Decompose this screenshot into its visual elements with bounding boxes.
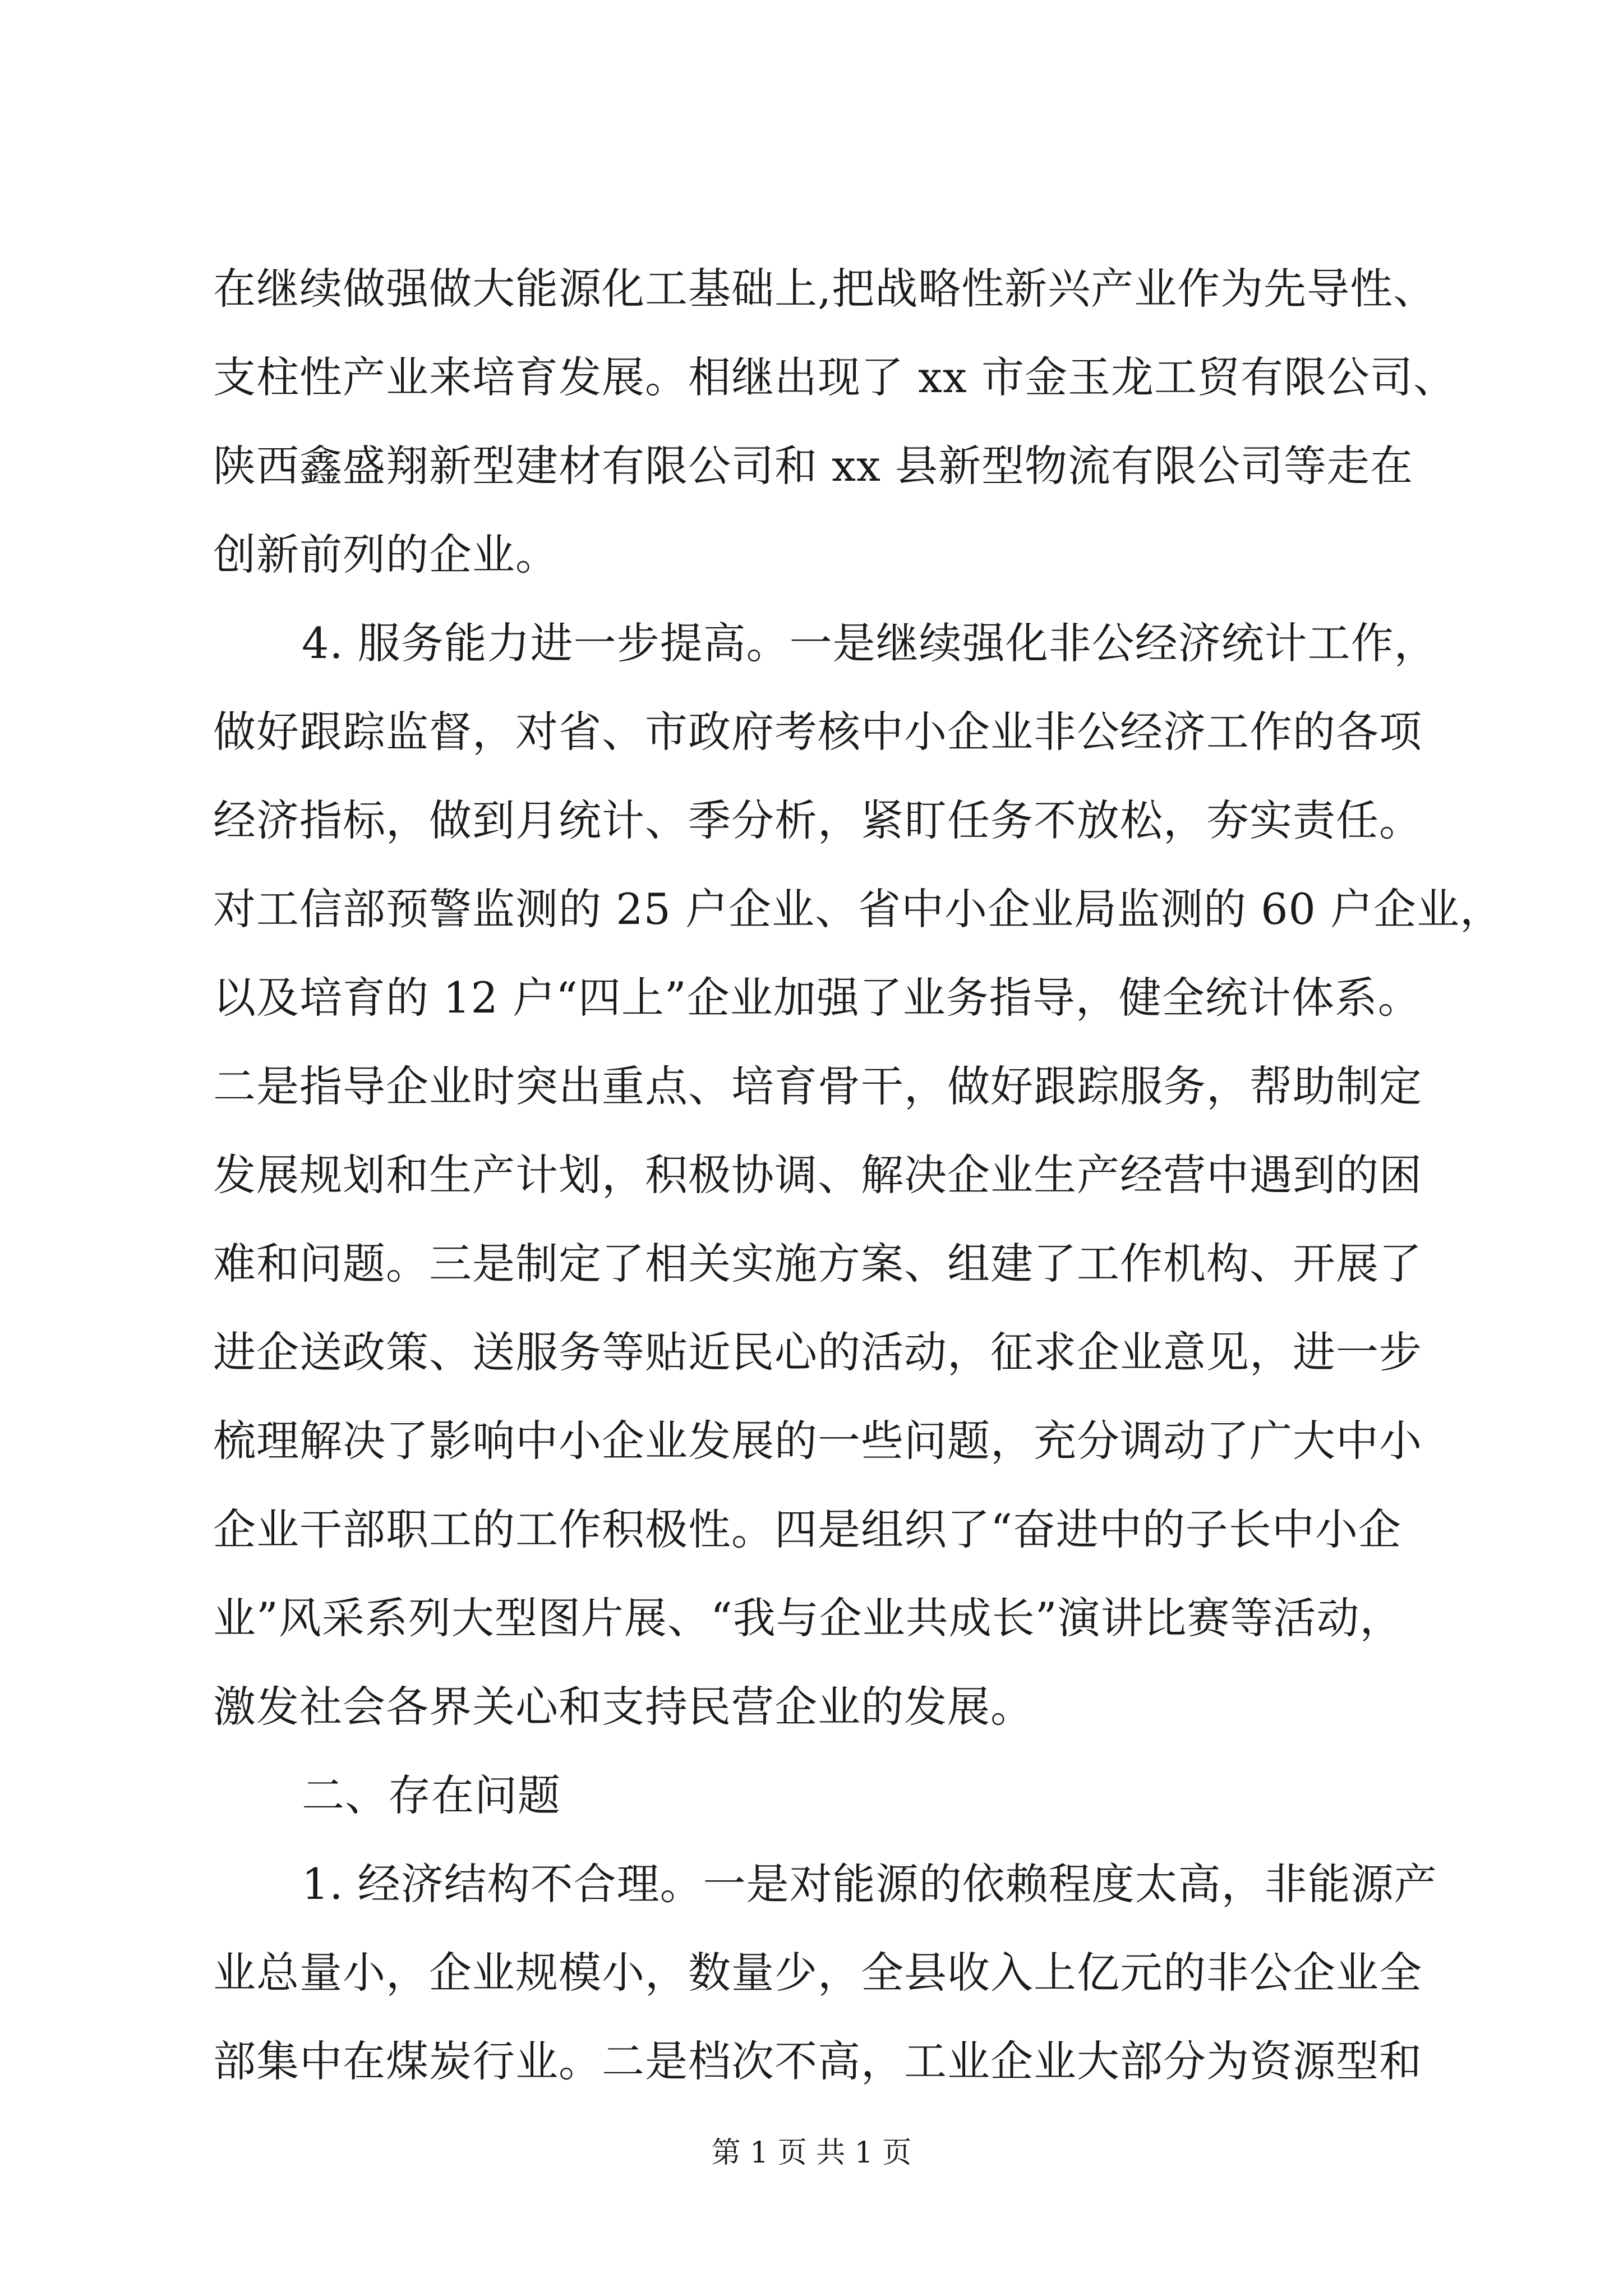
text-line: 梳理解决了影响中小企业发展的一些问题，充分调动了广大中小 xyxy=(213,1416,1422,1466)
text-line: 激发社会各界关心和支持民营企业的发展。 xyxy=(213,1682,1034,1732)
text-line: 在继续做强做大能源化工基础上,把战略性新兴产业作为先导性、 xyxy=(213,264,1437,314)
text-line: 业”风采系列大型图片展、“我与企业共成长”演讲比赛等活动， xyxy=(213,1593,1403,1643)
text-line: 对工信部预警监测的 25 户企业、省中小企业局监测的 60 户企业， xyxy=(213,884,1504,934)
paragraph-start-line: 4. 服务能力进一步提高。一是继续强化非公经济统计工作， xyxy=(302,618,1437,668)
text-line: 做好跟踪监督，对省、市政府考核中小企业非公经济工作的各项 xyxy=(213,707,1422,757)
text-line: 业总量小，企业规模小，数量少，全县收入上亿元的非公企业全 xyxy=(213,1948,1422,1998)
text-line: 进企送政策、送服务等贴近民心的活动，征求企业意见，进一步 xyxy=(213,1327,1422,1377)
section-heading: 二、存在问题 xyxy=(302,1770,561,1820)
paragraph-start-line: 1. 经济结构不合理。一是对能源的依赖程度太高，非能源产 xyxy=(302,1859,1437,1909)
text-line: 陕西鑫盛翔新型建材有限公司和 xx 县新型物流有限公司等走在 xyxy=(213,441,1414,491)
page-footer: 第 1 页 共 1 页 xyxy=(711,2136,912,2170)
text-line: 经济指标，做到月统计、季分析，紧盯任务不放松，夯实责任。 xyxy=(213,795,1422,845)
text-line: 支柱性产业来培育发展。相继出现了 xx 市金玉龙工贸有限公司、 xyxy=(213,352,1457,402)
text-line: 企业干部职工的工作积极性。四是组织了“奋进中的子长中小企 xyxy=(213,1504,1401,1554)
text-line: 二是指导企业时突出重点、培育骨干，做好跟踪服务，帮助制定 xyxy=(213,1061,1422,1111)
text-line: 难和问题。三是制定了相关实施方案、组建了工作机构、开展了 xyxy=(213,1239,1422,1289)
text-line: 发展规划和生产计划，积极协调、解决企业生产经营中遇到的困 xyxy=(213,1150,1422,1200)
text-line: 创新前列的企业。 xyxy=(213,530,559,579)
text-line: 以及培育的 12 户“四上”企业加强了业务指导，健全统计体系。 xyxy=(213,973,1421,1023)
text-line: 部集中在煤炭行业。二是档次不高，工业企业大部分为资源型和 xyxy=(213,2036,1422,2086)
